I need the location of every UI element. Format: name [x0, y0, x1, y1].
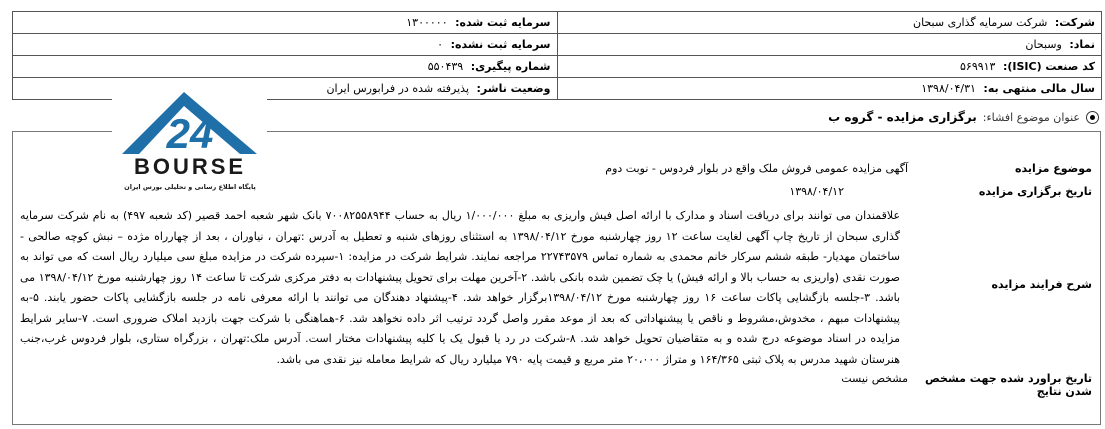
registered-capital-value: ۱۳۰۰۰۰۰	[406, 16, 448, 29]
date-label: تاریخ برگزاری مزایده	[978, 185, 1092, 198]
unregistered-capital-cell	[13, 34, 558, 56]
title-label: عنوان موضوع افشاء:	[982, 110, 1080, 124]
result-date-value: مشخص نیست	[841, 372, 908, 385]
isic-value: ۵۶۹۹۱۳	[960, 60, 996, 73]
publisher-status-cell	[13, 78, 558, 100]
logo-number: 24	[166, 110, 214, 157]
title-value: برگزاری مزایده - گروه ب	[828, 110, 977, 124]
bourse24-logo	[112, 82, 267, 197]
publisher-status-label: وضعیت ناشر:	[476, 82, 551, 95]
date-row	[789, 185, 1100, 198]
logo-subtitle: پایگاه اطلاع رسانی و تحلیلی بورس ایران	[124, 183, 256, 191]
isic-label: کد صنعت (ISIC):	[1002, 60, 1095, 73]
process-description: علاقمندان می توانند برای دریافت اسناد و مدارک با ارائه اصل فیش واریزی به مبلغ ۱/۰۰۰/۰۰۰ ریال به حساب ۷۰۰۸۲۵۵۸۹۴۴ بانک شهر شعبه احمد قصیر (کد شعبه ۴۹۷) به نام شرکت سرمایه گذاری سبحان از تاریخ چاپ آگهی لغایت ساعت ۱۲ روز چهارشنبه مورخ ۱۳۹۸/۰۴/۱۲ به استثنای روزهای شنبه و تعطیل به آدرس :تهران ، نیاوران ، بعد از چهارراه مژده – نبش کوچه صالحی - ساختمان مهدیار- طبقه ششم سرکار خانم محمدی به شماره تماس ۲۲۷۴۳۵۷۹ مراجعه نمایند. شرایط شرکت در مزایده: ۱-سپرده شرکت در مزایده مبلغ سی میلیارد ریال است که می تواند به صورت نقدی (واریزی به حساب بالا و ارائه فیش) یا چک تضمین شده بانکی باشد. ۲-آخرین مهلت برای تحویل پیشنهادات به دفتر مرکزی شرکت تا ساعت ۱۴ روز چهارشنبه مورخ ۱۳۹۸/۰۴/۱۲ می باشد. ۳-جلسه بازگشایی پاکات ساعت ۱۶ روز چهارشنبه مورخ ۱۳۹۸/۰۴/۱۲برگزار خواهد شد. ۴-پیشنهاد دهندگان می توانند با ارائه معرفی نامه در جلسه بازگشایی پاکات حضور یابند. ۵-به پیشنهادات مبهم ، مخدوش،مشروط و ناقص یا پیشنهاداتی که بعد از موعد مقرر واصل گردد ترتیب اثر داده نخواهد شد. ۶-هماهنگی با شرکت جهت بازدید املاک ضروری است. ۷-سایر شرایط مزایده در اسناد موضوعه درج شده و به متقاضیان تحویل خواهد شد. ۸-شرکت در رد یا قبول یک یا کلیه پیشنهادات مختار است. آدرس ملک:تهران ، بزرگراه ستاری، بلوار فردوس غرب،جنب هنرستان شهید مدرس به پلاک ثبتی ۱۶۴/۳۶۵ و متراژ ۲۰،۰۰۰ متر مربع و قیمت پایه ۷۹۰ میلیارد ریال که شرایط معامله نیز نقدی می باشد.	[20, 209, 901, 366]
isic-cell	[557, 56, 1102, 78]
tracking-value: ۵۵۰۴۳۹	[427, 60, 464, 73]
result-date-label: تاریخ براورد شده جهت مشخص شدن نتایج	[925, 372, 1092, 398]
logo-graphic	[112, 82, 267, 197]
fiscal-year-label: سال مالی منتهی به:	[983, 82, 1095, 95]
date-value: ۱۳۹۸/۰۴/۱۲	[789, 185, 844, 198]
symbol-cell	[557, 34, 1102, 56]
tracking-label: شماره پیگیری:	[470, 60, 551, 73]
registered-capital-cell	[13, 12, 558, 34]
disclosure-title	[828, 108, 1099, 126]
unregistered-capital-value: ۰	[437, 38, 444, 51]
process-row	[920, 278, 1100, 291]
subject-value: آگهی مزایده عمومی فروش ملک واقع در بلوار فردوس - نوبت دوم	[605, 162, 908, 175]
company-value: شرکت سرمایه گذاری سبحان	[913, 16, 1048, 29]
fiscal-year-cell	[557, 78, 1102, 100]
registered-capital-label: سرمایه ثبت شده:	[455, 16, 551, 29]
symbol-value: وسبحان	[1025, 38, 1062, 51]
tracking-cell	[13, 56, 558, 78]
subject-label: موضوع مزایده	[1015, 162, 1092, 175]
subject-row	[605, 162, 1100, 175]
radio-bullet-icon	[1086, 111, 1099, 124]
symbol-label: نماد:	[1069, 38, 1095, 51]
unregistered-capital-label: سرمایه ثبت نشده:	[450, 38, 551, 51]
company-label: شرکت:	[1054, 16, 1095, 29]
fiscal-year-value: ۱۳۹۸/۰۴/۳۱	[921, 82, 976, 95]
logo-text: BOURSE	[133, 154, 247, 179]
publisher-status-value: پذیرفته شده در فرابورس ایران	[326, 82, 470, 95]
result-date-row	[841, 372, 1100, 398]
company-cell	[557, 12, 1102, 34]
process-label: شرح فرایند مزایده	[991, 278, 1092, 291]
